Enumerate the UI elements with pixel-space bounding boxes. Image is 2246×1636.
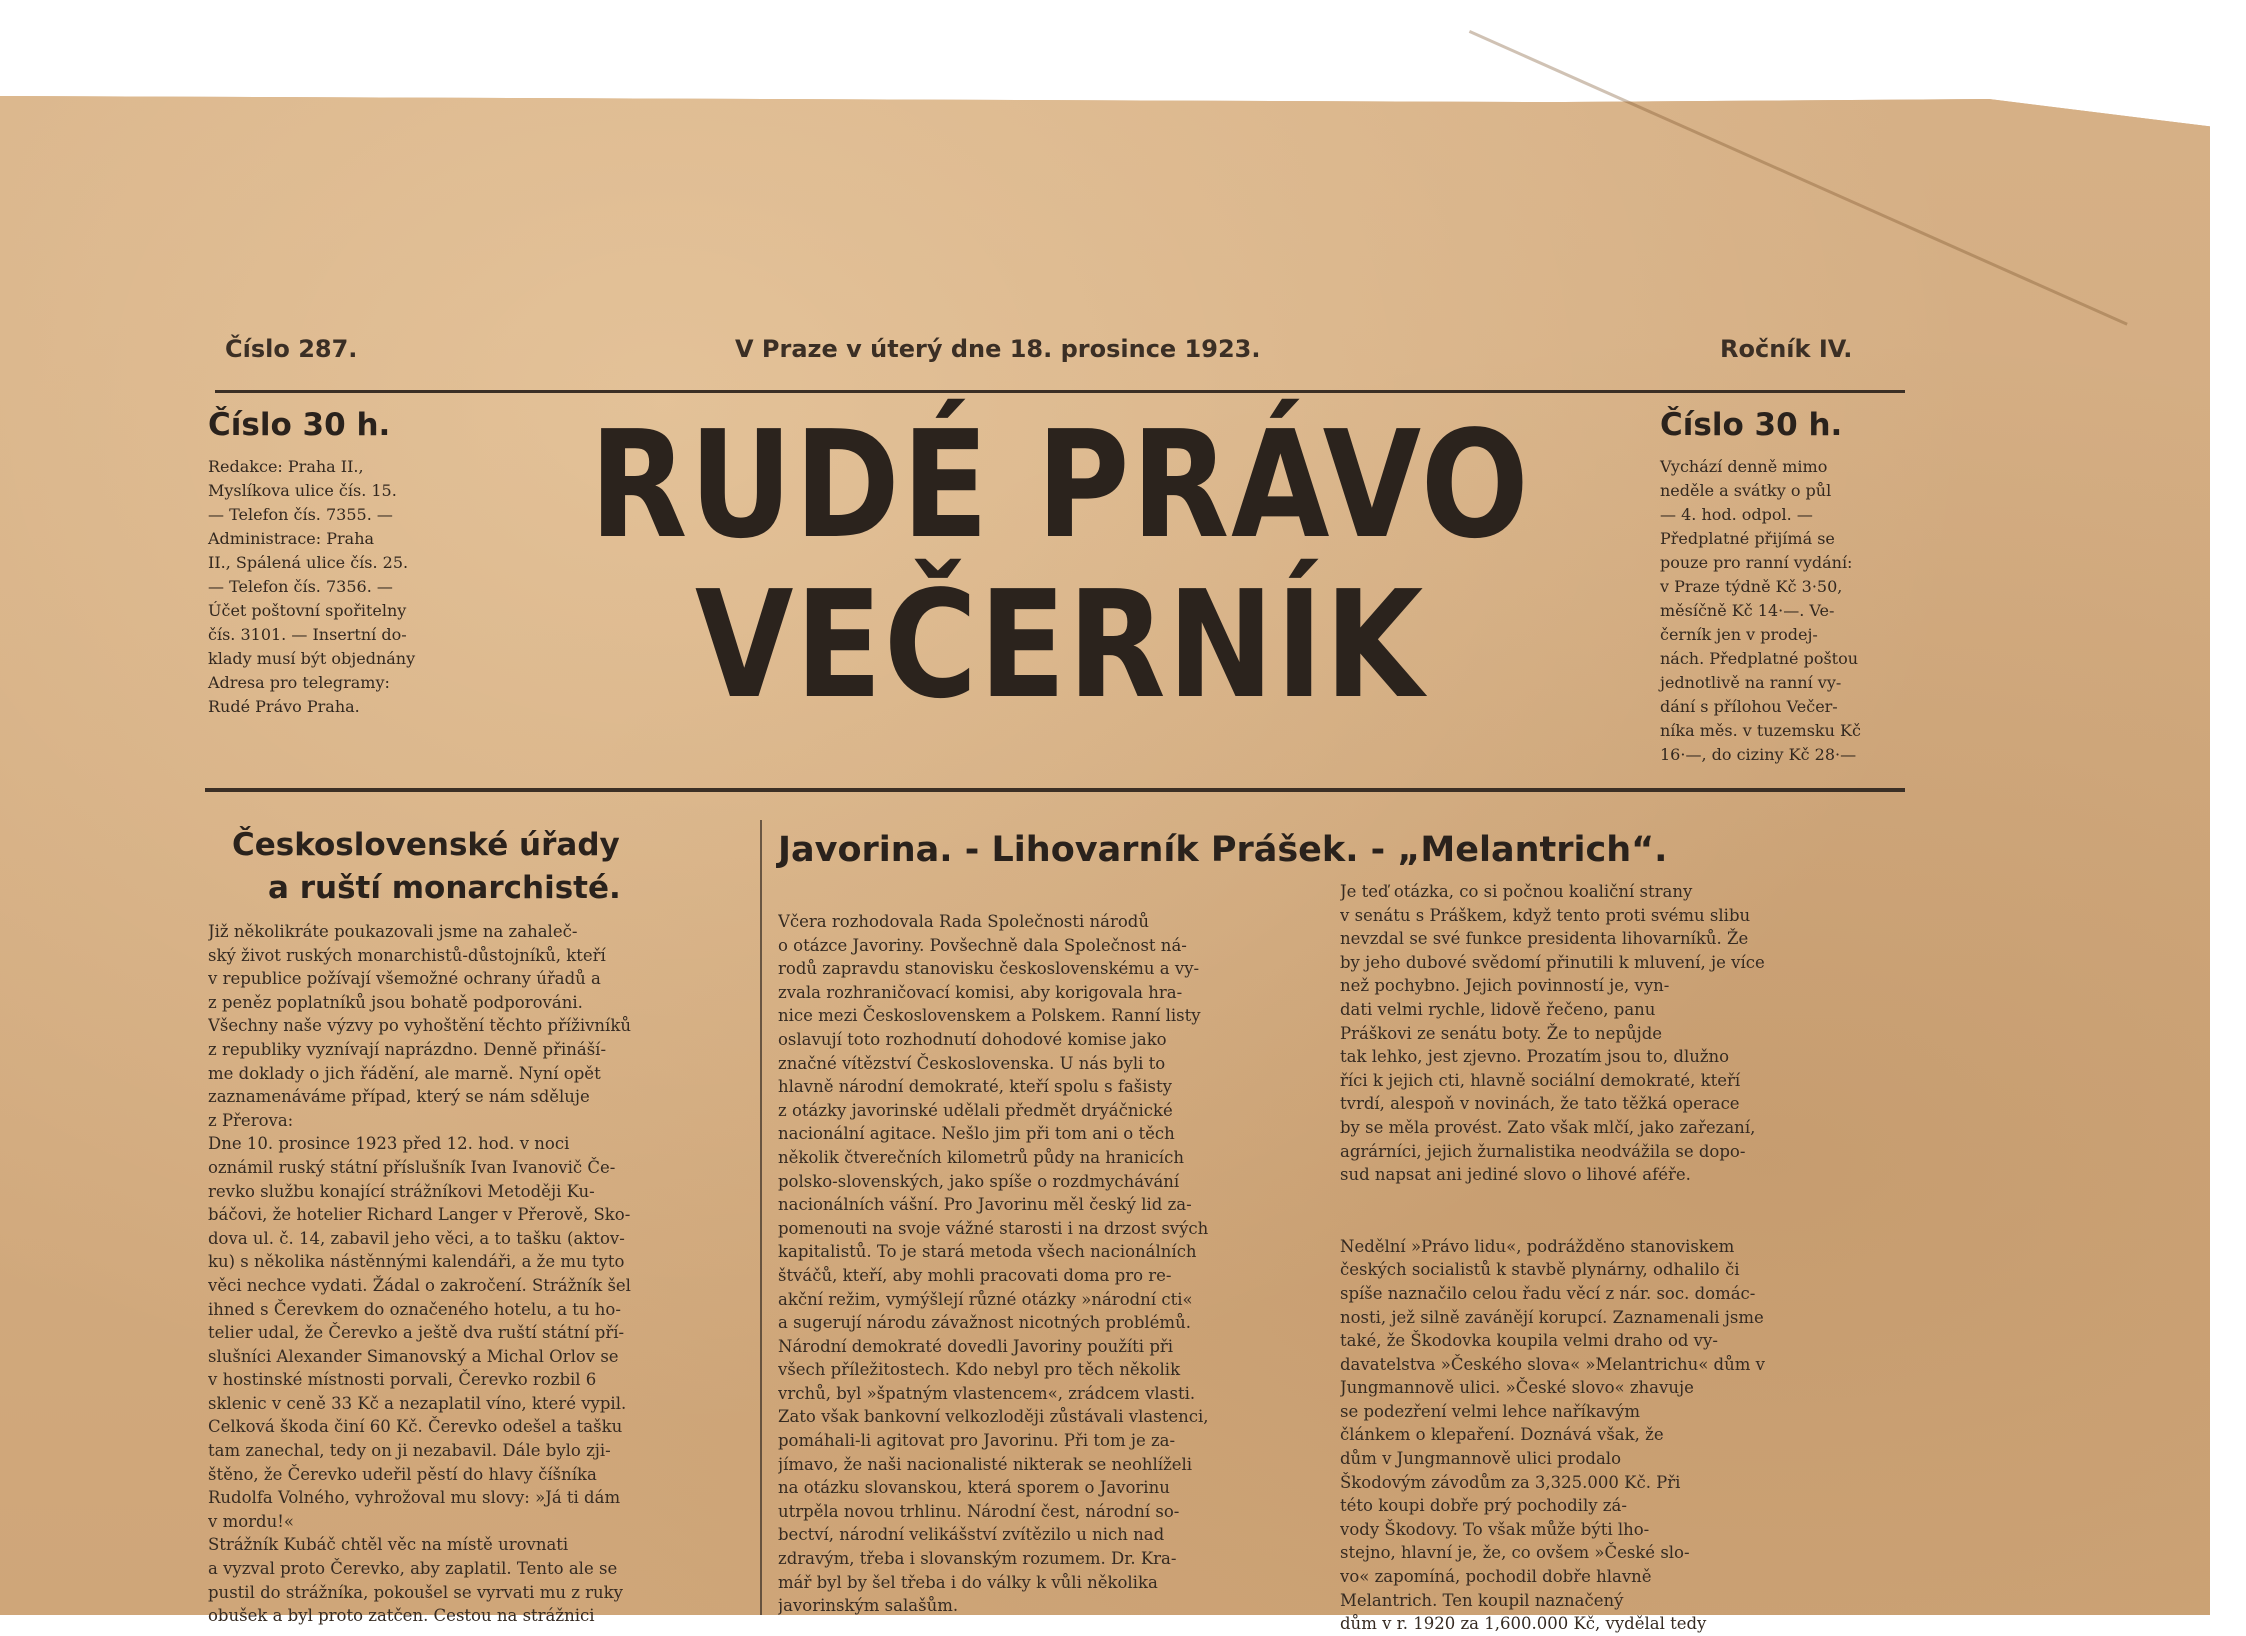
text-line: nevzdal se své funkce presidenta lihovarníků. Že <box>1340 929 1749 949</box>
text-line: obušek a byl proto zatčen. Cestou na strážnici <box>208 1606 595 1626</box>
text-line: na otázku slovanskou, která sporem o Javorinu <box>778 1478 1170 1498</box>
dateline: V Praze v úterý dne 18. prosince 1923. <box>735 335 1261 363</box>
text-line: tvrdí, alespoň v novinách, že tato těžká operace <box>1340 1094 1740 1114</box>
text-line: Včera rozhodovala Rada Společnosti národů <box>778 912 1150 931</box>
issue-number: Číslo 287. <box>225 335 358 363</box>
text-line: říci k jejich cti, hlavně sociální demokraté, kteří <box>1340 1070 1741 1090</box>
text-line: spíše naznačilo celou řadu věcí z nár. soc. domác- <box>1340 1283 1756 1303</box>
text-line: tam zanechal, tedy on ji nezabavil. Dále bylo zji- <box>208 1441 611 1461</box>
text-line: hlavně národní demokraté, kteří spolu s fašisty <box>778 1077 1172 1097</box>
text-line: než pochybno. Jejich povinností je, vyn- <box>1340 976 1670 996</box>
text-line: z otázky javorinské udělali předmět dryáčnické <box>778 1100 1173 1120</box>
left-article-body <box>208 920 748 1628</box>
right-info-line: měsíčně Kč 14·—. Ve- <box>1660 601 1835 620</box>
right-info-line: dání s přílohou Večer- <box>1660 697 1838 716</box>
text-line: oznámil ruský státní příslušník Ivan Ivanovič Če- <box>208 1157 616 1177</box>
left-info-line: Účet poštovní spořitelny <box>208 601 407 620</box>
text-line: pustil do strážníka, pokoušel se vyrvati mu z ruky <box>208 1582 623 1602</box>
text-line: javorinským salašům. <box>778 1596 959 1616</box>
left-info-line: — Telefon čís. 7356. — <box>208 577 393 596</box>
text-line: ský život ruských monarchistů-důstojníků, kteří <box>208 945 606 965</box>
text-line: stejno, hlavní je, že, co ovšem »České slo- <box>1340 1543 1690 1563</box>
text-line: zaznamenáváme případ, který se nám sděluje <box>208 1087 590 1107</box>
text-line: davatelstva »Českého slova« »Melantrichu« dům v <box>1340 1354 1765 1374</box>
text-line: vody Škodovy. To však může býti lho- <box>1340 1519 1650 1539</box>
right-info-line: Vychází denně mimo <box>1660 457 1828 476</box>
text-line: rodů zapravdu stanovisku československému a vy- <box>778 959 1200 979</box>
text-line: agrárníci, jejich žurnalistika neodvážila se dopo- <box>1340 1141 1746 1161</box>
left-article-headline-2: a ruští monarchisté. <box>268 870 621 906</box>
left-price: Číslo 30 h. <box>208 407 391 443</box>
text-line: Škodovým závodům za 3,325.000 Kč. Při <box>1340 1472 1681 1492</box>
text-line: a vyzval proto Čerevko, aby zaplatil. Tento ale se <box>208 1559 618 1579</box>
main-article-column-2 <box>1340 880 1895 1636</box>
main-article-column-1 <box>778 910 1323 1618</box>
text-line: a sugerují národu závažnost nicotných problémů. <box>778 1313 1191 1333</box>
text-line: dova ul. č. 14, zabavil jeho věci, a to tašku (aktov- <box>208 1228 625 1248</box>
text-line: nice mezi Československem a Polskem. Ranní listy <box>778 1006 1201 1026</box>
text-line: by se měla provést. Zato však mlčí, jako zařezaní, <box>1340 1117 1756 1137</box>
text-line: bectví, národní velikášství zvítězilo u nich nad <box>778 1525 1165 1545</box>
text-line: nacionálních vášní. Pro Javorinu měl český lid za- <box>778 1195 1192 1215</box>
text-line: dům v r. 1920 za 1,600.000 Kč, vydělal tedy <box>1340 1614 1707 1634</box>
text-line: Národní demokraté dovedli Javoriny použíti při <box>778 1336 1174 1356</box>
volume-number: Ročník IV. <box>1720 335 1853 363</box>
text-line: zvala rozhraničovací komisi, aby korigovala hra- <box>778 982 1183 1002</box>
left-info-line: II., Spálená ulice čís. 25. <box>208 553 409 572</box>
text-line: Dne 10. prosince 1923 před 12. hod. v noci <box>208 1134 570 1154</box>
text-line: polsko-slovenských, jako spíše o rozdmychávání <box>778 1171 1180 1191</box>
right-info-line: nách. Předplatné poštou <box>1660 649 1859 668</box>
text-line: z Přerova: <box>208 1110 294 1130</box>
text-line: báčovi, že hotelier Richard Langer v Přerově, Sko- <box>208 1205 631 1225</box>
text-line: v senátu s Práškem, když tento proti svému slibu <box>1340 905 1751 925</box>
text-line: Práškovi ze senátu boty. Že to nepůjde <box>1340 1023 1663 1043</box>
text-line: štváčů, kteří, aby mohli pracovati doma pro re- <box>778 1265 1172 1285</box>
right-info-line: v Praze týdně Kč 3·50, <box>1660 577 1843 596</box>
text-line: by jeho dubové svědomí přinutili k mluvení, je více <box>1340 952 1765 972</box>
text-line: Již několikráte poukazovali jsme na zahaleč- <box>208 922 578 941</box>
text-line: me doklady o jich řádění, ale marně. Nyní opět <box>208 1063 601 1083</box>
text-line: kapitalistů. To je stará metoda všech nacionálních <box>778 1242 1197 1262</box>
text-line: Jungmannově ulici. »České slovo« zhavuje <box>1340 1378 1694 1398</box>
text-line: mář byl by šel třeba i do války k vůli několika <box>778 1572 1158 1592</box>
right-info-box <box>1660 405 1910 767</box>
text-line: v mordu!« <box>208 1511 294 1531</box>
left-info-line: Redakce: Praha II., <box>208 457 364 476</box>
right-info-line: Předplatné přijímá se <box>1660 529 1835 548</box>
text-line: všech příležitostech. Kdo nebyl pro těch několik <box>778 1360 1181 1380</box>
text-line: Všechny naše výzvy po vyhoštění těchto příživníků <box>208 1016 631 1036</box>
right-info-line: jednotlivě na ranní vy- <box>1660 673 1842 692</box>
left-article-headline-1: Československé úřady <box>232 827 620 863</box>
text-line: z republiky vyznívají naprázdno. Denně přináší- <box>208 1039 607 1059</box>
text-line: dati velmi rychle, lidově řečeno, panu <box>1340 999 1656 1019</box>
text-line: Zato však bankovní velkozloději zůstávali vlastenci, <box>778 1407 1209 1427</box>
text-line: tak lehko, jest zjevno. Prozatím jsou to, dlužno <box>1340 1047 1730 1067</box>
left-info-line: Administrace: Praha <box>208 529 375 548</box>
text-line: Celková škoda činí 60 Kč. Čerevko odešel a tašku <box>208 1417 623 1437</box>
text-line: Rudolfa Volného, vyhrožoval mu slovy: »Já ti dám <box>208 1488 621 1508</box>
left-info-line: — Telefon čís. 7355. — <box>208 505 393 524</box>
main-article-headline: Javorina. - Lihovarník Prášek. - „Melantrich“. <box>778 830 1668 870</box>
right-info-line: černík jen v prodej- <box>1660 625 1818 644</box>
text-line: několik čtverečních kilometrů půdy na hranicích <box>778 1147 1184 1167</box>
left-info-line: čís. 3101. — Insertní do- <box>208 625 407 644</box>
text-line: pomáhali-li agitovat pro Javorinu. Při tom je za- <box>778 1431 1176 1451</box>
right-info-line: — 4. hod. odpol. — <box>1660 505 1813 524</box>
text-line: revko službu konající strážníkovi Metoději Ku- <box>208 1181 595 1201</box>
masthead-title: RUDÉ PRÁVO <box>589 399 1531 571</box>
text-line: jímavo, že naši nacionalisté nikterak se neohlíželi <box>778 1454 1193 1474</box>
text-line: utrpěla novou trhlinu. Národní čest, národní so- <box>778 1501 1180 1521</box>
text-line: akční režim, vymýšlejí různé otázky »národní cti« <box>778 1289 1193 1309</box>
text-line: ihned s Čerevkem do označeného hotelu, a tu ho- <box>208 1299 621 1319</box>
text-line: českých socialistů k stavbě plynárny, odhalilo či <box>1340 1260 1740 1280</box>
text-line: Strážník Kubáč chtěl věc na místě urovnati <box>208 1535 569 1555</box>
right-info-line: níka měs. v tuzemsku Kč <box>1660 721 1861 740</box>
left-info-line: Myslíkova ulice čís. 15. <box>208 481 397 500</box>
text-line: sud napsat ani jediné slovo o lihové aféře. <box>1340 1165 1691 1185</box>
right-price: Číslo 30 h. <box>1660 407 1843 443</box>
text-line: sklenic v ceně 33 Kč a nezaplatil víno, které vypil. <box>208 1393 627 1413</box>
text-line: se podezření velmi lehce naříkavým <box>1340 1401 1640 1421</box>
left-info-box <box>208 405 458 719</box>
text-line: Nedělní »Právo lidu«, podrážděno stanoviskem <box>1340 1236 1735 1256</box>
text-line: ku) s několika nástěnnými kalendáři, a že mu tyto <box>208 1252 625 1272</box>
masthead-subtitle: VEČERNÍK <box>694 559 1426 731</box>
text-line: této koupi dobře prý pochodily zá- <box>1340 1496 1627 1516</box>
paragraph-gap <box>1340 1187 1895 1211</box>
left-info-line: Rudé Právo Praha. <box>208 697 360 716</box>
text-line: slušníci Alexander Simanovský a Michal Orlov se <box>208 1346 619 1366</box>
header-top-rule <box>215 390 1905 393</box>
text-line: z peněz poplatníků jsou bohatě podporováni. <box>208 992 583 1012</box>
text-line: v republice požívají všemožné ochrany úřadů a <box>208 969 601 989</box>
text-line: nosti, jež silně zavánějí korupcí. Zaznamenali jsme <box>1340 1307 1764 1327</box>
right-info-line: 16·—, do ciziny Kč 28·— <box>1660 745 1857 764</box>
text-line: v hostinské místnosti porvali, Čerevko rozbil 6 <box>208 1370 597 1390</box>
masthead <box>470 399 1650 731</box>
text-line: nacionální agitace. Nešlo jim při tom ani o těch <box>778 1124 1175 1144</box>
masthead-bottom-rule <box>205 788 1905 792</box>
paragraph-gap <box>1340 1211 1895 1235</box>
right-info-line: pouze pro ranní vydání: <box>1660 553 1853 572</box>
text-line: zdravým, třeba i slovanským rozumem. Dr. Kra- <box>778 1549 1177 1569</box>
text-line: věci nechce vydati. Žádal o zakročení. Strážník šel <box>208 1275 631 1295</box>
right-info-line: neděle a svátky o půl <box>1660 481 1832 500</box>
text-line: také, že Škodovka koupila velmi draho od vy- <box>1340 1331 1718 1351</box>
header-strip <box>225 335 1915 375</box>
text-line: Je teď otázka, co si počnou koaliční strany <box>1340 882 1693 901</box>
text-line: vo« zapomíná, pochodil dobře hlavně <box>1340 1567 1652 1587</box>
left-info-line: klady musí být objednány <box>208 649 416 668</box>
text-line: vrchů, byl »špatným vlastencem«, zrádcem vlasti. <box>778 1383 1196 1403</box>
text-line: dům v Jungmannově ulici prodalo <box>1340 1449 1622 1469</box>
text-line: oslavují toto rozhodnutí dohodové komise jako <box>778 1029 1167 1049</box>
text-line: pomenouti na svoje vážné starosti i na drzost svých <box>778 1218 1209 1238</box>
text-line: značné vítězství Československa. U nás byli to <box>778 1053 1166 1073</box>
text-line: článkem o klepaření. Doznává však, že <box>1340 1425 1664 1445</box>
text-line: o otázce Javoriny. Povšechně dala Společnost ná- <box>778 935 1187 955</box>
text-line: Melantrich. Ten koupil naznačený <box>1340 1590 1624 1610</box>
text-line: štěno, že Čerevko udeřil pěstí do hlavy číšníka <box>208 1464 597 1484</box>
column-divider <box>760 820 762 1615</box>
text-line: telier udal, že Čerevko a ještě dva ruští státní pří- <box>208 1323 625 1343</box>
left-info-line: Adresa pro telegramy: <box>208 673 390 692</box>
